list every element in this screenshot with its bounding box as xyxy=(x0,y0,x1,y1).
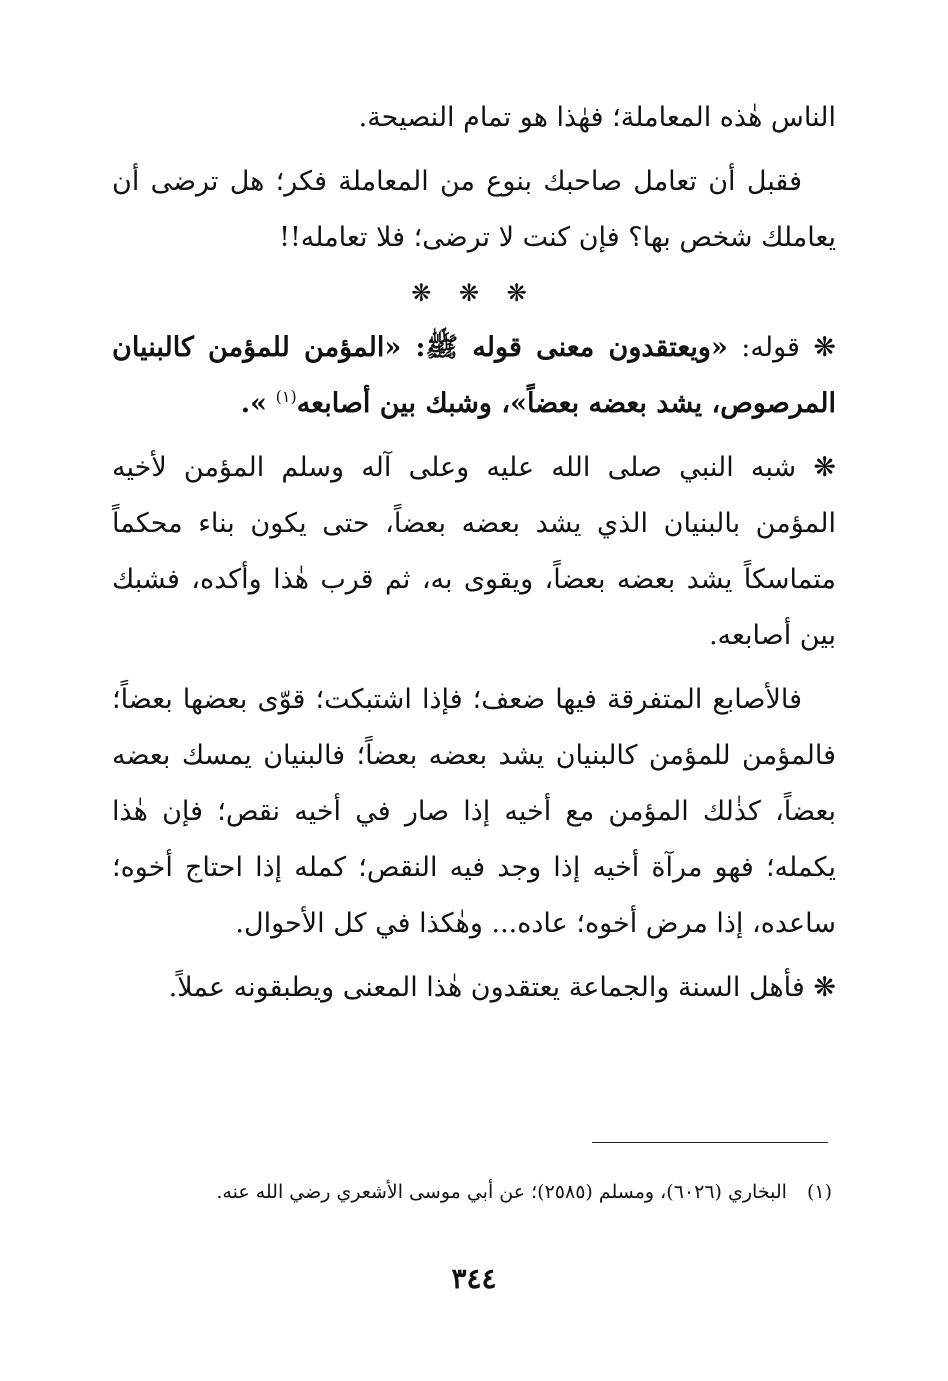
star-bullet: ❋ xyxy=(813,332,836,363)
quoted-statement xyxy=(112,320,836,432)
page-body xyxy=(112,90,836,1016)
section-separator: ❋ ❋ ❋ xyxy=(411,279,537,307)
paragraph-4: فالأصابع المتفرقة فيها ضعف؛ فإذا اشتبكت؛ قوّى بعضها بعضاً؛ فالمؤمن للمؤمن كالبنيان يشد بعضه بعضاً؛ فالبنيان يمسك بعضه بعضاً، كذٰلك المؤمن مع أخيه إذا صار في أخيه نقص؛ فإن هٰذا يكمله؛ فهو مرآة أخيه إذا وجد فيه النقص؛ كمله إذا احتاج أخوه؛ ساعده، إذا مرض أخوه؛ عاده... وهٰكذا في كل الأحوال. xyxy=(112,684,836,939)
paragraph-1: الناس هٰذه المعاملة؛ فهٰذا هو تمام النصيحة. xyxy=(358,102,836,133)
footnote-marker: (١) xyxy=(275,387,297,406)
quote-text: «ويعتقدون معنى قوله ﷺ: «المؤمن للمؤمن كالبنيان المرصوص، يشد بعضه بعضاً»، وشبك بين أصابعه xyxy=(112,332,836,419)
footnote xyxy=(116,1172,832,1212)
footnote-divider xyxy=(592,1142,828,1143)
quote-end: ». xyxy=(240,388,268,419)
footnote-text: البخاري (٦٠٢٦)، ومسلم (٢٥٨٥)؛ عن أبي موسى الأشعري رضي الله عنه. xyxy=(216,1181,787,1203)
paragraph-2: فقبل أن تعامل صاحبك بنوع من المعاملة فكر؛ هل ترضى أن يعاملك شخص بها؟ فإن كنت لا ترضى؛ فلا تعامله!! xyxy=(112,166,836,253)
quote-label: قوله: xyxy=(741,332,800,363)
paragraph-3: ❋ شبه النبي صلى الله عليه وعلى آله وسلم المؤمن لأخيه المؤمن بالبنيان الذي يشد بعضه بعضاً، حتى يكون بناء محكماً متماسكاً يشد بعضه بعضاً، ويقوى به، ثم قرب هٰذا وأكده، فشبك بين أصابعه. xyxy=(112,452,836,651)
paragraph-5: ❋ فأهل السنة والجماعة يعتقدون هٰذا المعنى ويطبقونه عملاً. xyxy=(168,972,836,1003)
page-number: ٣٤٤ xyxy=(451,1262,497,1295)
footnote-number: (١) xyxy=(806,1181,832,1203)
